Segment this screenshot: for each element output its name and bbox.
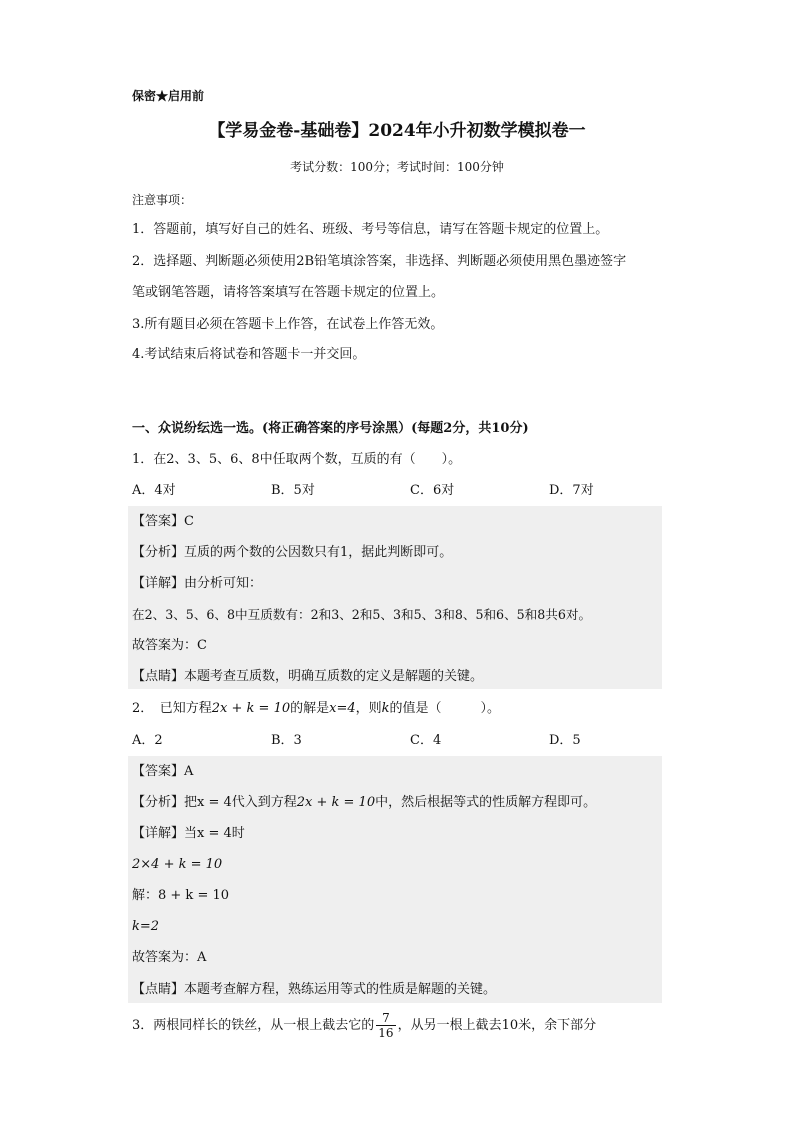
- note-item: 笔或钢笔答题，请将答案填写在答题卡规定的位置上。: [132, 285, 445, 300]
- option-c: C．6对: [410, 483, 455, 498]
- analysis-prefix: 【分析】把x = 4代入到方程: [132, 795, 297, 810]
- detail-line: 【详解】由分析可知：: [132, 576, 263, 591]
- note-item: 3.所有题目必须在答题卡上作答，在试卷上作答无效。: [132, 317, 444, 332]
- option-a: A．2: [132, 733, 163, 748]
- solution-step: 解：8 + k = 10: [132, 888, 230, 903]
- confidential-label: 保密★启用前: [132, 89, 205, 103]
- answer-block: [128, 506, 662, 689]
- stem-x: x=4: [329, 701, 356, 716]
- solution-step: 2×4 + k = 10: [132, 857, 223, 872]
- fraction-numerator: 7: [376, 1011, 395, 1026]
- solution-step: k=2: [132, 919, 160, 934]
- question-stem: [132, 1008, 596, 1044]
- section-heading: 一、众说纷纭选一选。(将正确答案的序号涂黑）(每题2分，共10分): [132, 421, 529, 436]
- note-item: 4.考试结束后将试卷和答题卡一并交回。: [132, 347, 366, 362]
- analysis-line: [132, 793, 596, 813]
- option-a: A．4对: [132, 483, 176, 498]
- stem-k: k: [381, 701, 390, 716]
- stem-mid2: ，则: [355, 701, 382, 716]
- answer-line: 【答案】C: [132, 514, 194, 529]
- question-stem: 1．在2、3、5、6、8中任取两个数，互质的有（ ）。: [132, 452, 462, 467]
- comment-line: 【点睛】本题考查解方程，熟练运用等式的性质是解题的关键。: [132, 982, 497, 997]
- answer-line: 【答案】A: [132, 764, 194, 779]
- stem-suffix: 的值是（ ）。: [389, 701, 501, 716]
- page-title: 【学易金卷-基础卷】2024年小升初数学模拟卷一: [208, 121, 586, 141]
- final-answer: 故答案为：C: [132, 638, 207, 653]
- stem-prefix: 3．两根同样长的铁丝，从一根上截去它的: [132, 1018, 375, 1033]
- option-b: B．5对: [271, 483, 315, 498]
- analysis-suffix: 中，然后根据等式的性质解方程即可。: [375, 795, 597, 810]
- comment-line: 【点睛】本题考查互质数，明确互质数的定义是解题的关键。: [132, 669, 484, 684]
- detail-line: 【详解】当x = 4时: [132, 826, 245, 841]
- option-d: D．5: [549, 733, 581, 748]
- analysis-equation: 2x + k = 10: [296, 795, 376, 810]
- final-answer: 故答案为：A: [132, 950, 207, 965]
- detail-text: 在2、3、5、6、8中互质数有：2和3、2和5、3和5、3和8、5和6、5和8共6对。: [132, 607, 592, 622]
- option-d: D．7对: [549, 483, 594, 498]
- notes-heading: 注意事项：: [132, 193, 193, 207]
- exam-info: 考试分数：100分；考试时间：100分钟: [290, 160, 504, 174]
- stem-suffix: ，从另一根上截去10米，余下部分: [397, 1018, 597, 1033]
- question-stem: [132, 699, 500, 719]
- fraction-denominator: 16: [378, 1026, 394, 1040]
- fraction: [376, 1011, 395, 1040]
- analysis-line: 【分析】互质的两个数的公因数只有1，据此判断即可。: [132, 545, 453, 560]
- option-c: C．4: [410, 733, 442, 748]
- note-item: 2．选择题、判断题必须使用2B铅笔填涂答案，非选择、判断题必须使用黑色墨迹签字: [132, 254, 627, 269]
- stem-mid: 的解是: [290, 701, 330, 716]
- option-b: B．3: [271, 733, 302, 748]
- stem-equation: 2x + k = 10: [211, 701, 291, 716]
- note-item: 1．答题前，填写好自己的姓名、班级、考号等信息，请写在答题卡规定的位置上。: [132, 222, 609, 237]
- stem-prefix: 2． 已知方程: [132, 701, 212, 716]
